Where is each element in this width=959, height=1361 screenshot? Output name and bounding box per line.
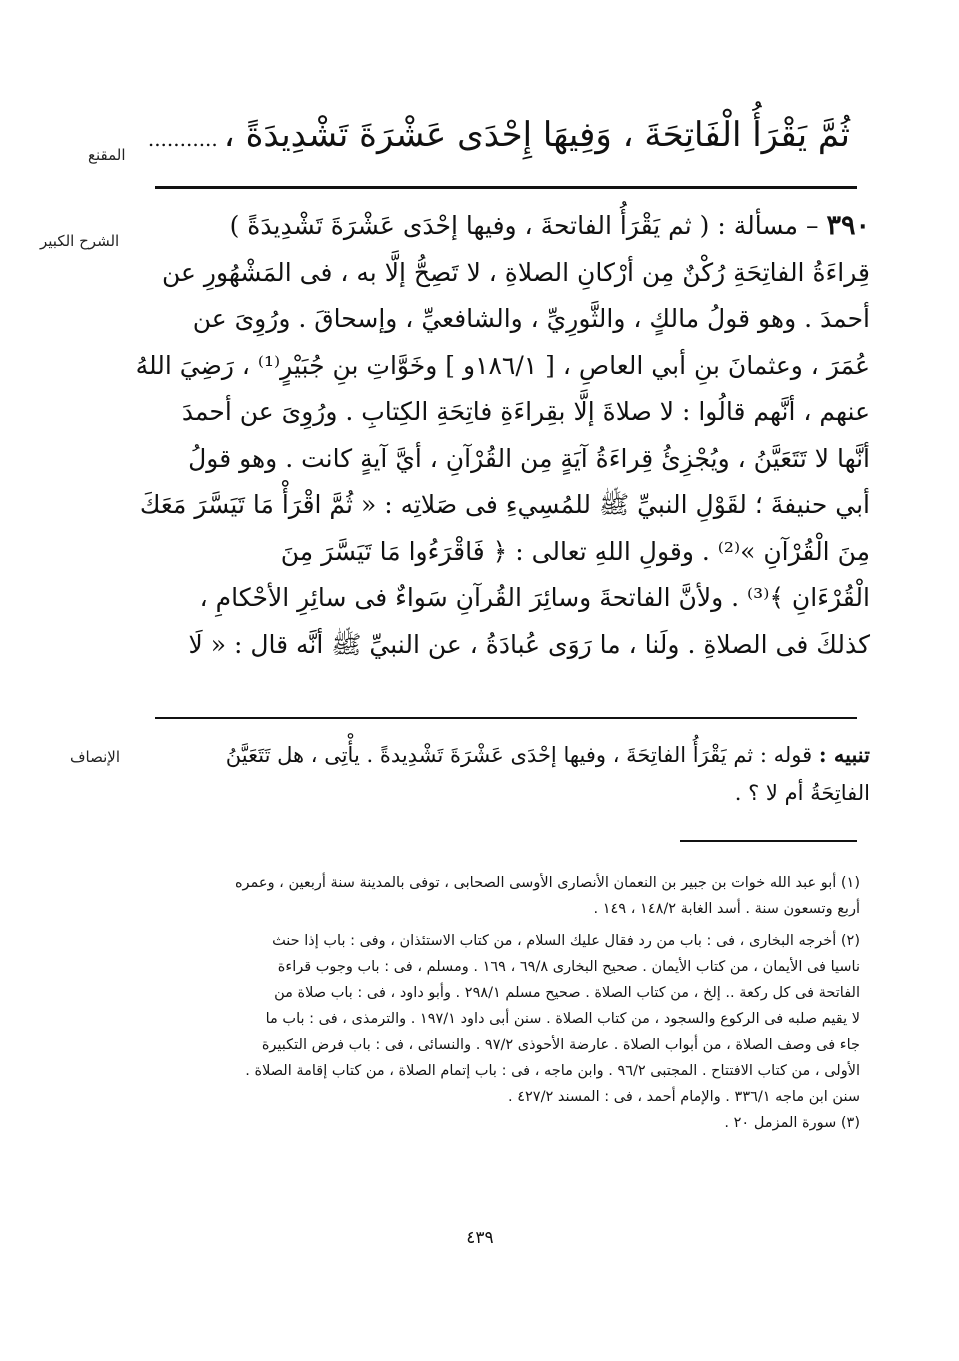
footnote-line: ناسيا فى الأيمان ، من كتاب الأيمان . صحيح البخارى ٦٩/٨ ، ١٦٩ . ومسلم ، فى : باب وجوب قراءة: [277, 959, 860, 975]
matn-dots: ...........: [147, 127, 218, 151]
section-rule: [155, 717, 857, 719]
commentary-line: ٣٩٠ – مسألة : ( ثم يَقْرَأُ الفاتحةَ ، وفيها إحْدَى عَشْرَةَ تَشْدِيدَةً ): [229, 210, 870, 241]
commentary-line: كذلكَ فى الصلاةِ . ولَنا ، ما رَوَى عُبادَةُ ، عن النبيِّ ﷺ أنَّه قال : « لَا: [188, 629, 870, 659]
header-rule: [155, 186, 857, 189]
footnote-3: [140, 1110, 860, 1136]
side-label-insaf: الإنصاف: [70, 748, 121, 766]
footnote-line: (١) أبو عبد الله خوات بن جبير بن النعمان الأنصارى الأوسى الصحابى ، توفى بالمدينة سنة أربعين ، وعمره: [234, 875, 860, 891]
commentary-line: أبي حنيفةَ ؛ لقَوْلِ النبيِّ ﷺ للمُسِيءِ فى صَلاتِه : « ثُمَّ اقْرَأْ مَا تَيَسَّرَ مَعَكَ: [139, 490, 870, 519]
commentary-line: أنَّها لا تَتَعَيَّنُ ، ويُجْزِئُ قِراءَةُ آيَةٍ مِن القُرْآنِ ، أيَّ آيةٍ كانت . وهو قولُ: [188, 443, 870, 473]
commentary-line: قِراءَةُ الفاتِحَةِ رُكْنٌ مِن أرْكانِ الصلاةِ ، لا تَصِحُّ إلَّا به ، فى المَشْهُورِ عن: [161, 257, 870, 287]
issue-number: ٣٩٠: [826, 210, 870, 241]
footnote-line: لا يقيم صلبه فى الركوع والسجود ، من كتاب الصلاة . سنن أبى داود ١٩٧/١ . والترمذى ، فى : باب ما: [265, 1011, 860, 1027]
commentary-line: مِنَ الْقُرْآنِ »⁽²⁾ . وقولِ اللهِ تعالى : ﴿ فَاقْرَءُوا مَا تَيَسَّرَ مِنَ: [280, 536, 870, 566]
notice-line: الفاتِحَةُ أم لا ؟ .: [734, 781, 870, 805]
notice-line: تنبيه : قوله : ثم يَقْرَأُ الفاتِحَةَ ، وفيها إحْدَى عَشْرَةَ تَشْدِيدةً . يأْتِى ، هل تَتَعَيَّنُ: [225, 742, 870, 767]
footnotes-block: [140, 870, 860, 1136]
footnote-line: أربع وتسعون سنة . أسد الغابة ١٤٨/٢ ، ١٤٩ .: [593, 901, 860, 917]
commentary-line: عنهم ، أنَّهم قالُوا : لا صلاةَ إلَّا بقِراءَةِ فاتِحَةِ الكِتابِ . ورُوِىَ عن أحمدَ: [181, 397, 870, 426]
footnote-line: (٣) سورة المزمل ٢٠ .: [724, 1115, 860, 1131]
footnote-line: جاء فى وصف الصلاة ، من أبواب الصلاة . عارضة الأحوذى ٩٧/٢ . والنسائى ، فى : باب فرض التكبيرة: [261, 1037, 860, 1053]
footnote-line: الفاتحة فى كل ركعة .. إلخ ، من كتاب الصلاة . صحيح مسلم ٢٩٨/١ . وأبو داود ، فى : باب صلاة من: [274, 985, 860, 1001]
commentary-line: عُمَرَ ، وعثمانَ بنِ أبي العاصِ ، [ ١٨٦/١و ] وخَوَّاتِ بنِ جُبَيْرٍ⁽¹⁾ ، رَضِيَ اللهُ: [135, 350, 870, 380]
matn-line: [130, 110, 850, 164]
commentary-block: [135, 203, 870, 668]
footnote-1: [140, 870, 860, 922]
commentary-line: الْقُرْءَانِ ﴾⁽³⁾ . ولأنَّ الفاتحةَ وسائِرَ القُرآنِ سَواءٌ فى سائِرِ الأحْكامِ ،: [199, 583, 870, 612]
footnote-line: سنن ابن ماجه ٣٣٦/١ . والإمام أحمد ، فى : المسند ٤٢٧/٢ .: [508, 1089, 860, 1105]
side-label-muqni: المقنع: [88, 146, 126, 164]
footnote-line: (٢) أخرجه البخارى ، فى : باب من رد فقال عليك السلام ، من كتاب الاستئذان ، وفى : باب إذا حنث: [272, 933, 860, 949]
footnote-2: [140, 928, 860, 1110]
matn-text: ثُمَّ يَقْرَأُ الْفَاتِحَةَ ، وَفِيهَا إِحْدَى عَشْرَةَ تَشْدِيدَةً ،: [223, 115, 850, 155]
notice-block: [150, 736, 870, 812]
footnote-line: الأولى ، من كتاب الافتتاح . المجتبى ٩٦/٢ . وابن ماجه ، فى : باب إتمام الصلاة ، من كتاب إقامة الصلاة .: [245, 1063, 860, 1079]
side-label-sharh: الشرح الكبير: [40, 232, 120, 250]
notice-lead: تنبيه :: [818, 742, 870, 767]
commentary-line: أحمدَ . وهو قولُ مالكٍ ، والثَّورِيِّ ، والشافعيِّ ، وإسحاقَ . ورُوِىَ عن: [192, 304, 870, 333]
page-number: ٤٣٩: [466, 1228, 494, 1248]
footnote-rule: [680, 840, 857, 842]
